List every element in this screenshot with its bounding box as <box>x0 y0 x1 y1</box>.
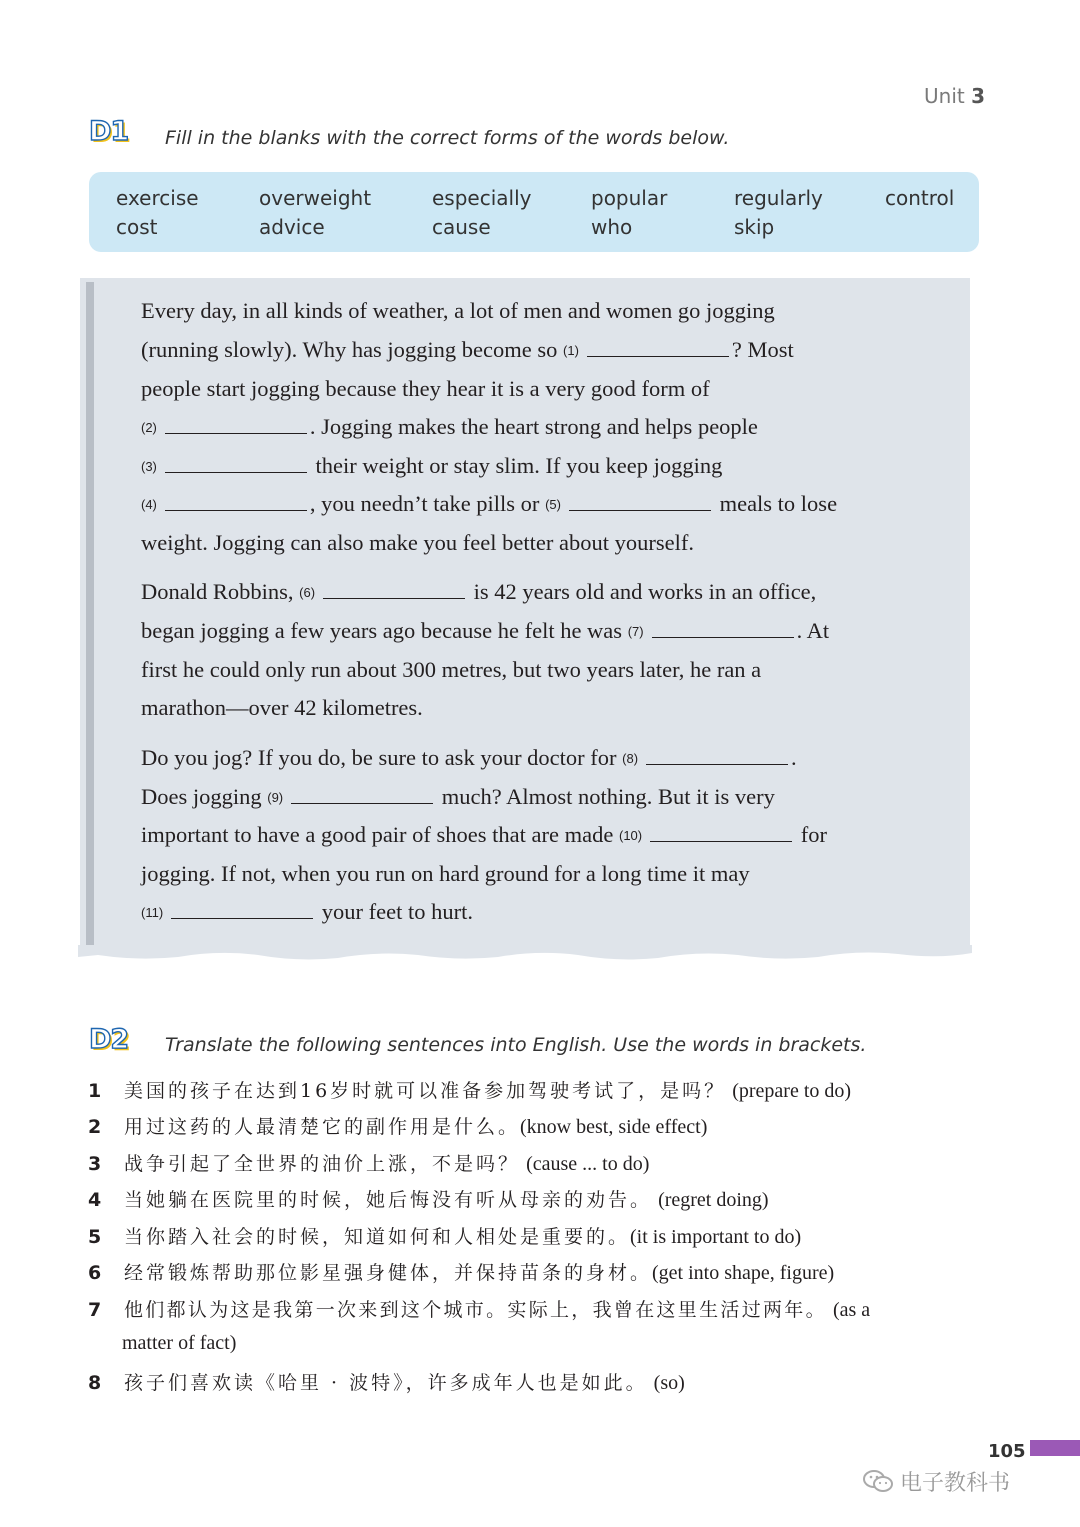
passage-line: important to have a good pair of shoes that are made (10) for <box>141 822 827 847</box>
answer-blank <box>650 825 792 842</box>
answer-blank <box>646 748 788 765</box>
passage-line: first he could only run about 300 metres, but two years later, he ran a <box>141 657 762 682</box>
translation-item: 7 他们都认为这是我第一次来到这个城市。实际上，我曾在这里生活过两年。 (as a <box>88 1299 871 1321</box>
wechat-icon <box>862 1468 894 1500</box>
blank-number: (10) <box>618 828 643 843</box>
word: regularly <box>734 186 823 210</box>
passage-line: marathon—over 42 kilometres. <box>141 695 423 720</box>
unit-label: Unit 3 <box>924 84 985 108</box>
word: cause <box>432 215 491 239</box>
answer-blank <box>165 417 307 434</box>
answer-blank <box>569 494 711 511</box>
word: advice <box>259 215 325 239</box>
translation-item: 5 当你踏入社会的时候，知道如何和人相处是重要的。(it is important to do) <box>88 1226 802 1248</box>
blank-number: (2) <box>141 420 157 435</box>
blank-number: (7) <box>627 624 644 639</box>
passage-line: Donald Robbins, (6) is 42 years old and works in an office, <box>141 579 817 604</box>
translation-item: 6 经常锻炼帮助那位影星强身健体，并保持苗条的身材。(get into shape, figure) <box>88 1262 835 1284</box>
passage-line: (4) , you needn’t take pills or (5) meals to lose <box>141 491 838 516</box>
passage-line: Do you jog? If you do, be sure to ask your doctor for (8) . <box>141 745 797 770</box>
word: cost <box>116 215 158 239</box>
word: overweight <box>259 186 372 210</box>
translation-item: 1 美国的孩子在达到16岁时就可以准备参加驾驶考试了，是吗？ (prepare to do) <box>88 1080 852 1102</box>
answer-blank <box>291 787 433 804</box>
translation-item: 2 用过这药的人最清楚它的副作用是什么。(know best, side effect) <box>88 1116 708 1138</box>
word: popular <box>591 186 668 210</box>
page-number: 105 <box>988 1441 1026 1462</box>
word: exercise <box>116 186 199 210</box>
d2-instruction: Translate the following sentences into English. Use the words in brackets. <box>165 1034 867 1056</box>
watermark: 电子教科书 <box>862 1464 1062 1498</box>
answer-blank <box>587 340 729 357</box>
passage-line: began jogging a few years ago because he felt he was (7) . At <box>141 618 830 643</box>
answer-blank <box>165 494 307 511</box>
word-box <box>89 172 979 252</box>
translation-item: 8 孩子们喜欢读《哈里 · 波特》，许多成年人也是如此。 (so) <box>88 1372 685 1394</box>
translation-item: 3 战争引起了全世界的油价上涨，不是吗？ (cause ... to do) <box>88 1153 650 1175</box>
passage-shadow <box>86 282 94 950</box>
blank-number: (5) <box>545 497 561 512</box>
section-badge-d2: D2 <box>89 1024 129 1055</box>
blank-number: (9) <box>267 790 284 805</box>
passage-line: (11) your feet to hurt. <box>141 899 473 924</box>
blank-number: (3) <box>141 459 157 474</box>
blank-number: (8) <box>622 751 639 766</box>
answer-blank <box>323 582 465 599</box>
answer-blank <box>652 621 794 638</box>
passage-line: jogging. If not, when you run on hard ground for a long time it may <box>141 861 750 886</box>
passage-line: (3) their weight or stay slim. If you keep jogging <box>141 453 723 478</box>
translation-item-continuation: matter of fact) <box>122 1332 237 1354</box>
answer-blank <box>171 902 313 919</box>
passage-line: (running slowly). Why has jogging become so (1) ? Most <box>141 337 794 362</box>
blank-number: (1) <box>563 343 579 358</box>
word: who <box>591 215 633 239</box>
section-badge-d1: D1 <box>89 116 129 147</box>
answer-blank <box>165 456 307 473</box>
translation-item: 4 当她躺在医院里的时候，她后悔没有听从母亲的劝告。 (regret doing) <box>88 1189 769 1211</box>
passage-line: (2) . Jogging makes the heart strong and helps people <box>141 414 758 439</box>
d1-instruction: Fill in the blanks with the correct forms of the words below. <box>165 127 730 149</box>
word: skip <box>734 215 775 239</box>
blank-number: (11) <box>141 905 164 920</box>
blank-number: (4) <box>141 497 157 512</box>
torn-edge <box>78 945 972 985</box>
word: especially <box>432 186 532 210</box>
blank-number: (6) <box>299 585 316 600</box>
passage-line: people start jogging because they hear it is a very good form of <box>141 376 710 401</box>
passage-line: weight. Jogging can also make you feel better about yourself. <box>141 530 694 555</box>
page-number-bar <box>1030 1440 1080 1456</box>
passage-line: Every day, in all kinds of weather, a lot of men and women go jogging <box>141 298 775 323</box>
passage-line: Does jogging (9) much? Almost nothing. But it is very <box>141 784 775 809</box>
word: control <box>885 186 955 210</box>
